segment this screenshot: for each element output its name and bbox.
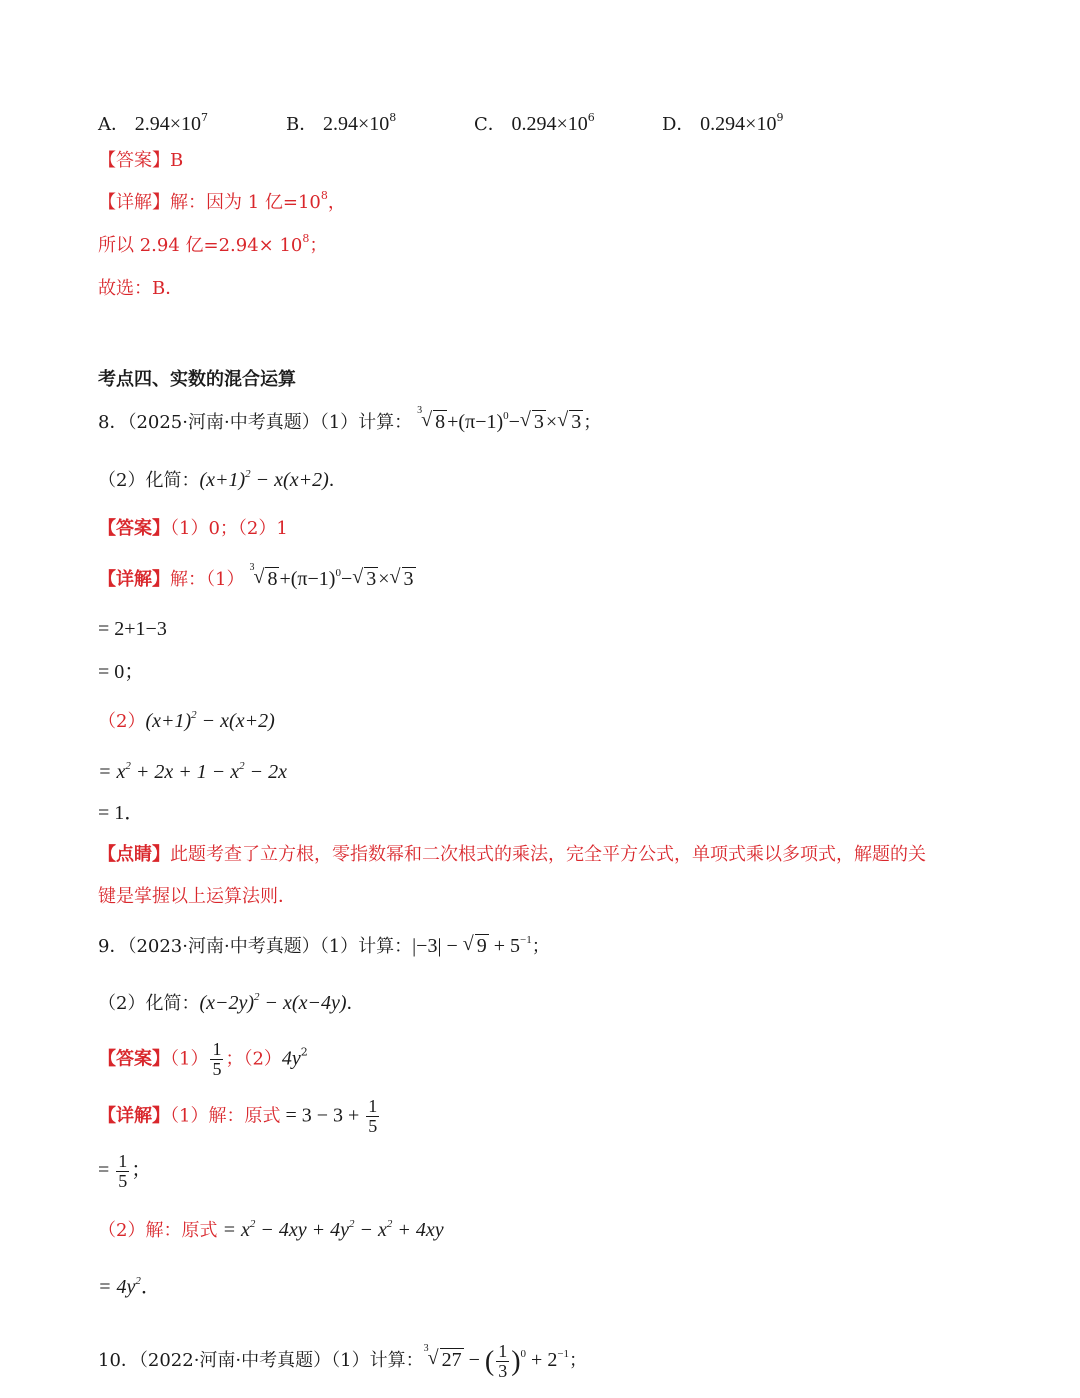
sqrt: √ 3 bbox=[519, 409, 544, 433]
q9-part2-end: ． bbox=[346, 993, 365, 1014]
option-c-label: C． bbox=[474, 114, 506, 135]
part2-detail-exp: 2 bbox=[191, 709, 197, 721]
q7-answer bbox=[98, 152, 183, 170]
cube-root-radicand: 8 bbox=[435, 411, 446, 433]
fraction bbox=[366, 1097, 379, 1136]
exp: 2 bbox=[348, 1218, 355, 1230]
q8-part2-expr-b: − x(x+2) bbox=[250, 469, 329, 491]
q8-part2-label: （2）化简： bbox=[98, 470, 200, 491]
detail-exp: 8 bbox=[320, 189, 328, 202]
fraction-num: 1 bbox=[212, 1039, 222, 1059]
part2-detail-label: （2） bbox=[98, 711, 146, 732]
line2-text: 所以 2.94 亿=2.94× 10 bbox=[98, 235, 303, 256]
step3-exp: 2 bbox=[125, 760, 131, 772]
q9-stem bbox=[98, 933, 550, 957]
step3-b: + 2x + 1 − x bbox=[130, 761, 240, 783]
p2-b: − 4xy + 4y bbox=[255, 1219, 349, 1241]
sqrt: √ 9 bbox=[462, 933, 487, 957]
fraction-den: 5 bbox=[368, 1115, 378, 1136]
q8-stem bbox=[98, 405, 602, 433]
q10-exp: −1 bbox=[557, 1347, 570, 1360]
fraction-den: 5 bbox=[118, 1170, 128, 1191]
q8-comment bbox=[98, 846, 926, 864]
q9-part2-label: （2）化简： bbox=[98, 993, 200, 1014]
q10-end: ； bbox=[569, 1349, 588, 1371]
detail-text: 解：因为 1 亿=10 bbox=[170, 192, 321, 213]
detail-tag: 【详解】 bbox=[98, 192, 170, 213]
cube-root-radicand: 27 bbox=[441, 1348, 462, 1371]
q9-part2-detail bbox=[98, 1220, 444, 1240]
option-c-exp: 6 bbox=[587, 111, 595, 124]
q9-minus: − bbox=[441, 935, 463, 957]
step1-end: ； bbox=[131, 1158, 152, 1181]
part2-expr: = x bbox=[217, 1219, 250, 1241]
q8-part2-expr-a: (x+1) bbox=[199, 469, 246, 491]
cube-root-radicand: 8 bbox=[267, 568, 278, 590]
detail-expr-b: +(π−1) bbox=[279, 568, 336, 590]
answer-c: 4y bbox=[281, 1047, 301, 1070]
p2-d: + 4xy bbox=[392, 1219, 444, 1241]
detail-exp0: 0 bbox=[335, 567, 341, 579]
option-b-exp: 8 bbox=[389, 111, 397, 124]
q8-step3 bbox=[98, 762, 287, 782]
q9-plus: + 5 bbox=[488, 935, 521, 957]
q8-stem-text: 8．（2025·河南·中考真题）（1）计算： bbox=[98, 412, 413, 433]
sqrt: √ 3 bbox=[557, 409, 582, 433]
q8-part2 bbox=[98, 470, 347, 490]
q9-step2 bbox=[98, 1277, 161, 1297]
fraction bbox=[116, 1152, 129, 1191]
fraction-den: 3 bbox=[498, 1360, 508, 1381]
p2-c: − x bbox=[354, 1219, 387, 1241]
step2-end: ． bbox=[140, 1276, 161, 1298]
answer-text: B bbox=[170, 150, 184, 171]
line2-exp: 8 bbox=[302, 232, 310, 245]
q9-end: ； bbox=[531, 936, 550, 957]
sqrt: √ 3 bbox=[389, 566, 414, 590]
step2: = 4y bbox=[98, 1276, 136, 1298]
q8-part2-detail bbox=[98, 711, 275, 731]
fraction-den: 5 bbox=[212, 1058, 222, 1079]
q9-part2-expr-b: − x(x−4y) bbox=[259, 992, 347, 1014]
q10-exp0: 0 bbox=[520, 1347, 527, 1360]
comment-tag: 【点睛】 bbox=[98, 844, 170, 865]
sqrt-radicand: 3 bbox=[366, 568, 377, 590]
answer-b: ；（2） bbox=[225, 1048, 282, 1070]
exp: 2 bbox=[249, 1218, 256, 1230]
q8-part2-end: ． bbox=[328, 470, 347, 491]
comment-line1: 此题考查了立方根，零指数幂和二次根式的乘法，完全平方公式，单项式乘以多项式，解题的关 bbox=[170, 844, 926, 865]
cube-root: 3 √ 27 bbox=[423, 1342, 462, 1371]
sqrt-radicand: 3 bbox=[533, 411, 544, 433]
step3-a: = x bbox=[98, 761, 126, 783]
cube-root: 3 √ 8 bbox=[417, 405, 446, 433]
sqrt: √ 3 bbox=[352, 566, 377, 590]
option-b-value: 2.94×10 bbox=[322, 113, 390, 135]
option-a-value: 2.94×10 bbox=[134, 113, 202, 135]
step1-a: = bbox=[98, 1158, 115, 1181]
option-a-exp: 7 bbox=[201, 111, 209, 124]
q7-line3: 故选：B． bbox=[98, 278, 184, 299]
option-a bbox=[98, 110, 208, 136]
q8-expr-b: +(π−1) bbox=[447, 411, 504, 433]
sqrt-radicand: 3 bbox=[571, 411, 582, 433]
q8-comment-line2: 键是掌握以上运算法则． bbox=[98, 886, 296, 907]
q9-answer bbox=[98, 1040, 308, 1079]
detail-tag: 【详解】 bbox=[98, 1105, 170, 1127]
q9-part2 bbox=[98, 993, 364, 1013]
q9-exp: −1 bbox=[520, 934, 532, 946]
option-d bbox=[662, 110, 783, 136]
answer-text: （1）0；（2）1 bbox=[170, 518, 288, 539]
q9-detail bbox=[98, 1097, 381, 1136]
detail-times: × bbox=[378, 568, 390, 590]
answer-tag: 【答案】 bbox=[98, 518, 170, 539]
detail-label: （1）解：原式 bbox=[170, 1105, 281, 1127]
q8-answer bbox=[98, 520, 288, 538]
detail-tag: 【详解】 bbox=[98, 569, 170, 590]
fraction-num: 1 bbox=[368, 1096, 378, 1116]
q8-step1: = 2+1−3 bbox=[98, 618, 167, 640]
detail-expr-c: − bbox=[340, 568, 353, 590]
q9-part2-exp: 2 bbox=[254, 991, 260, 1003]
answer-tag: 【答案】 bbox=[98, 1048, 170, 1070]
option-d-exp: 9 bbox=[776, 111, 784, 124]
q10-stem-text: 10．（2022·河南·中考真题）（1）计算： bbox=[98, 1349, 424, 1371]
q10-stem: 10．（2022·河南·中考真题）（1）计算： 3 √ 27 − ( $\frac{1}{3}$ )$^0 + 2^{-1}$； bbox=[98, 1341, 588, 1381]
q9-abs: |−3| bbox=[412, 935, 442, 957]
option-d-label: D． bbox=[662, 114, 695, 135]
q8-part2-exp: 2 bbox=[245, 468, 251, 480]
fraction bbox=[496, 1342, 509, 1381]
section-title: 考点四、实数的混合运算 bbox=[98, 369, 296, 390]
step3-c: − 2x bbox=[244, 761, 287, 783]
exp: 2 bbox=[135, 1275, 141, 1287]
sqrt-radicand: 9 bbox=[476, 935, 487, 957]
q8-detail bbox=[98, 562, 416, 590]
exp: 2 bbox=[386, 1218, 393, 1230]
option-d-value: 0.294×10 bbox=[700, 113, 777, 135]
cube-root: 3 √ 8 bbox=[249, 562, 278, 590]
q10-plus: + 2 bbox=[526, 1348, 558, 1371]
answer-tag: 【答案】 bbox=[98, 150, 170, 171]
fraction-num: 1 bbox=[498, 1341, 508, 1361]
q8-step2: = 0； bbox=[98, 661, 145, 683]
sqrt-radicand: 3 bbox=[403, 568, 414, 590]
q8-times: × bbox=[545, 411, 558, 433]
q9-part2-expr-a: (x−2y) bbox=[199, 992, 255, 1014]
part2-detail-label: （2）解：原式 bbox=[98, 1220, 218, 1241]
answer-a: （1） bbox=[170, 1048, 209, 1070]
q7-line2 bbox=[98, 232, 328, 256]
detail-expr: = 3 − 3 + bbox=[280, 1104, 365, 1127]
q8-expr-c: − bbox=[508, 411, 520, 433]
step3-exp: 2 bbox=[239, 760, 245, 772]
q8-exp0: 0 bbox=[503, 410, 509, 422]
option-c bbox=[474, 110, 595, 136]
detail-end: ， bbox=[327, 192, 346, 213]
part2-detail-expr-a: (x+1) bbox=[145, 710, 192, 732]
q8-step4: = 1． bbox=[98, 802, 145, 824]
option-c-value: 0.294×10 bbox=[511, 113, 588, 135]
part2-detail-expr-b: − x(x+2) bbox=[196, 710, 275, 732]
detail-label: 解：（1） bbox=[170, 569, 245, 590]
fraction-num: 1 bbox=[118, 1151, 128, 1171]
option-b bbox=[286, 110, 396, 136]
q7-detail bbox=[98, 189, 346, 213]
answer-exp: 2 bbox=[300, 1045, 308, 1059]
fraction bbox=[210, 1040, 223, 1079]
line2-end: ； bbox=[309, 235, 328, 256]
q8-end: ； bbox=[583, 412, 602, 433]
q10-minus: − bbox=[463, 1348, 485, 1371]
option-a-label: A． bbox=[98, 114, 129, 135]
q9-step1 bbox=[98, 1152, 151, 1191]
option-b-label: B． bbox=[286, 114, 318, 135]
q9-stem-text: 9．（2023·河南·中考真题）（1）计算： bbox=[98, 936, 413, 957]
